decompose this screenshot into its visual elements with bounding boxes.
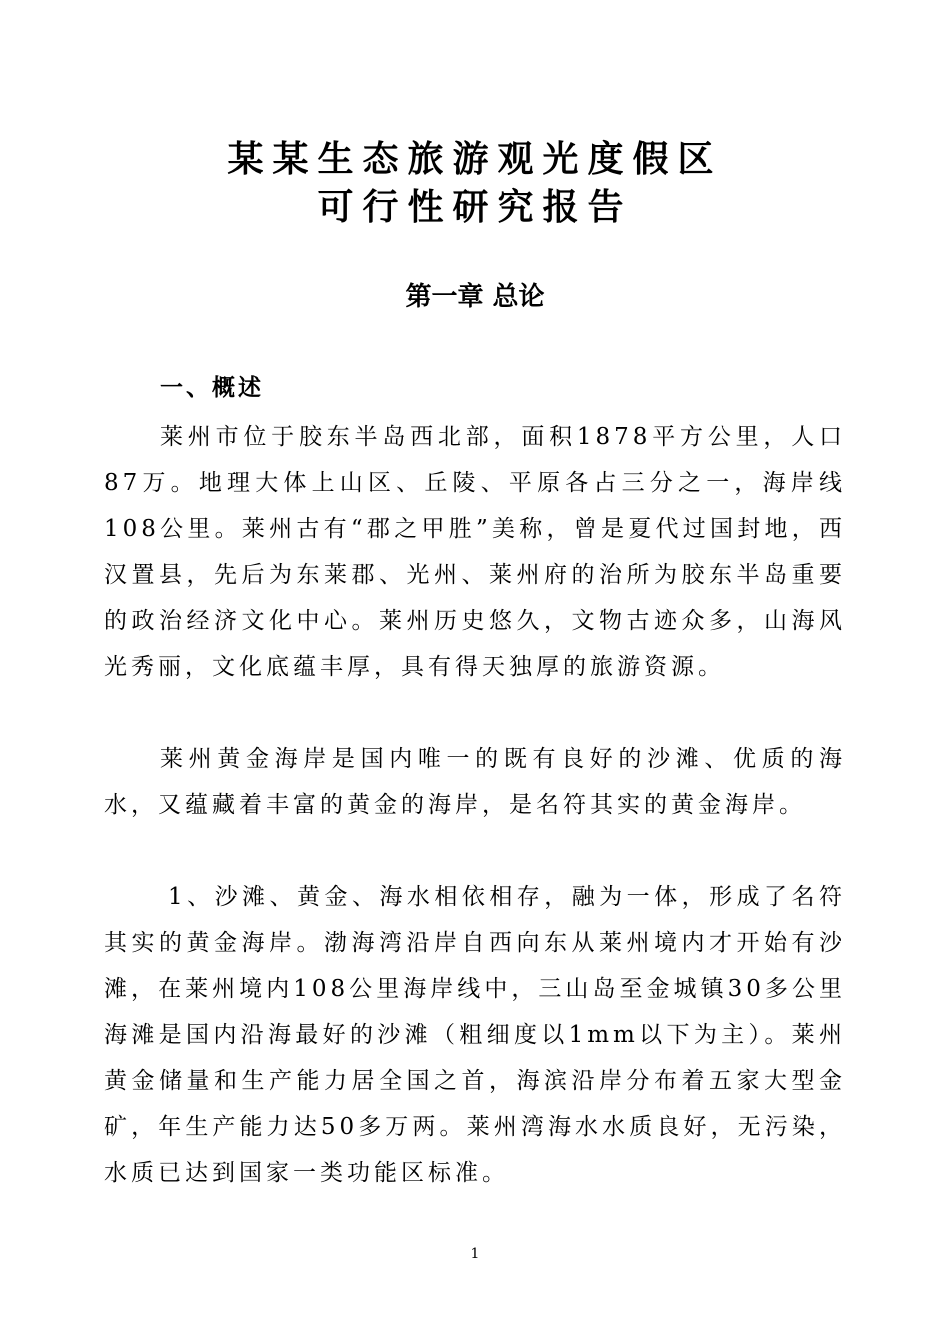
chapter-heading: 第一章 总论 bbox=[405, 282, 545, 312]
document-title-line-2: 可行性研究报告 bbox=[317, 187, 633, 228]
document-title-line-1: 某某生态旅游观光度假区 bbox=[227, 139, 723, 180]
paragraph-overview: 莱州市位于胶东半岛西北部，面积1878平方公里，人口87万。地理大体上山区、丘陵、平原各占三分之一，海岸线108公里。莱州古有“郡之甲胜”美称，曾是夏代过国封地，西汉置县，先后为东莱郡、光州、莱州府的治所为胶东半岛重要的政治经济文化中心。莱州历史悠久，文物古迹众多，山海风光秀丽，文化底蕴丰厚，具有得天独厚的旅游资源。 bbox=[104, 424, 846, 680]
section-heading: 一、概述 bbox=[160, 375, 264, 401]
paragraph-golden-coast: 莱州黄金海岸是国内唯一的既有良好的沙滩、优质的海水，又蕴藏着丰富的黄金的海岸，是名符其实的黄金海岸。 bbox=[104, 746, 846, 818]
paragraph-point-1: 1、沙滩、黄金、海水相依相存，融为一体，形成了名符其实的黄金海岸。渤海湾沿岸自西向东从莱州境内才开始有沙滩，在莱州境内108公里海岸线中，三山岛至金城镇30多公里海滩是国内沿海最好的沙滩（粗细度以1mm以下为主）。莱州黄金储量和生产能力居全国之首，海滨沿岸分布着五家大型金矿，年生产能力达50多万两。莱州湾海水水质良好，无污染，水质已达到国家一类功能区标准。 bbox=[104, 884, 846, 1186]
page-number: 1 bbox=[470, 1246, 480, 1262]
